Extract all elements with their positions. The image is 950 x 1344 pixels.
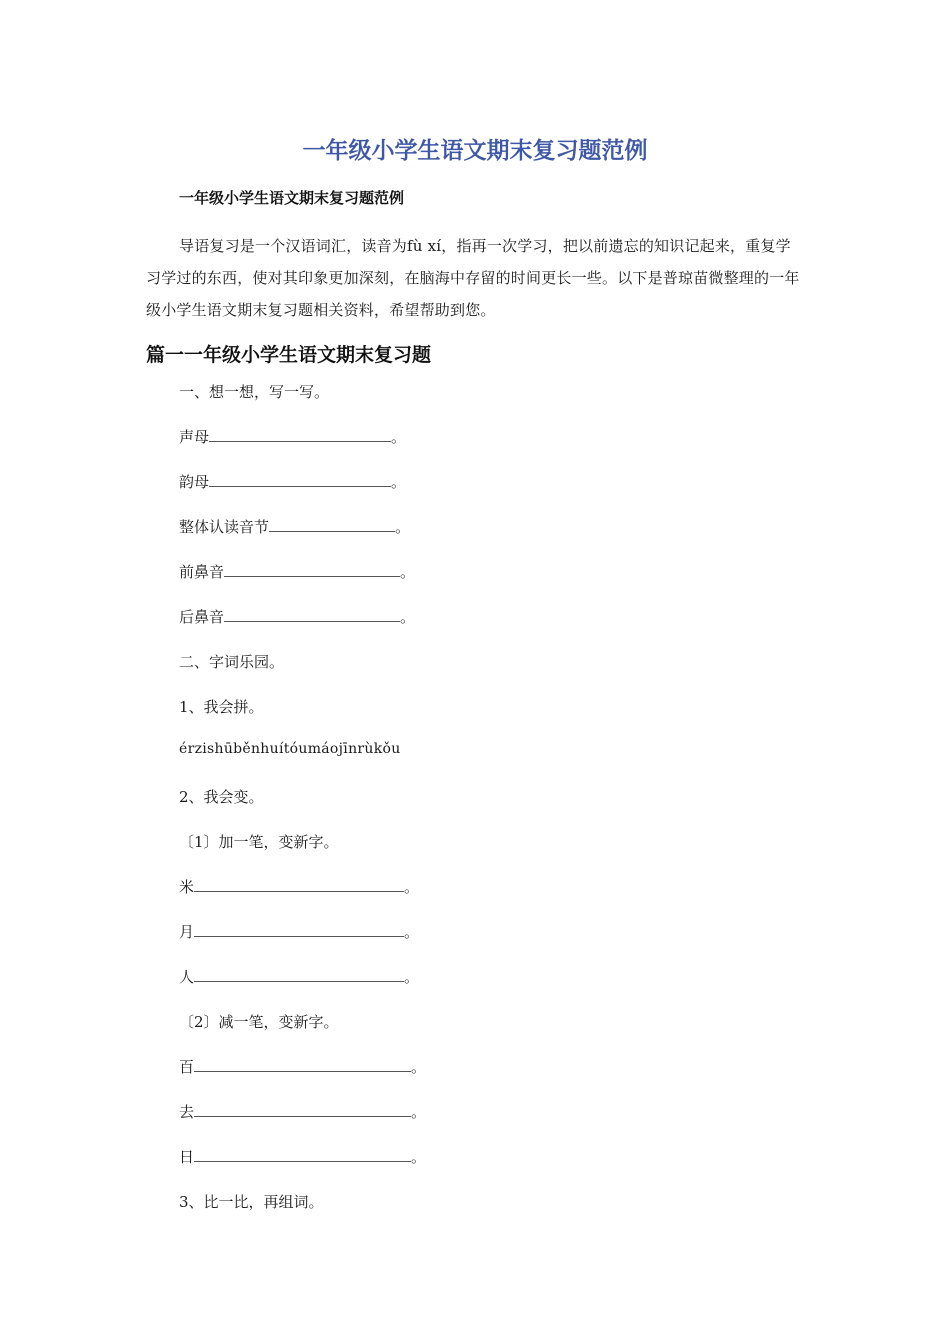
- q2-sub2: 〔2〕减一笔，变新字。: [179, 1013, 339, 1031]
- answer-blank[interactable]: [194, 1102, 411, 1117]
- period: 。: [411, 1103, 427, 1121]
- part2-heading: 二、字词乐园。: [179, 653, 285, 671]
- answer-blank[interactable]: [194, 877, 404, 892]
- q3-heading: 3、比一比，再组词。: [179, 1193, 324, 1211]
- fill-label: 韵母: [179, 473, 210, 491]
- fill-label: 前鼻音: [179, 563, 225, 581]
- period: 。: [404, 968, 420, 986]
- answer-blank[interactable]: [194, 1057, 411, 1072]
- period: 。: [411, 1148, 427, 1166]
- fill-line: [179, 921, 419, 942]
- period: 。: [404, 878, 420, 896]
- fill-line: [179, 1146, 426, 1167]
- fill-label: 月: [179, 923, 195, 941]
- answer-blank[interactable]: [194, 1147, 411, 1162]
- answer-blank[interactable]: [224, 562, 400, 577]
- intro-paragraph: 导语复习是一个汉语词汇，读音为fù xí，指再一次学习，把以前遗忘的知识记起来，重复学习学过的东西，使对其印象更加深刻，在脑海中存留的时间更长一些。以下是普琼苗微整理的一年级小学生语文期末复习题相关资料，希望帮助到您。: [146, 237, 800, 319]
- q2-heading: 2、我会变。: [179, 788, 264, 806]
- fill-label: 米: [179, 878, 195, 896]
- fill-label: 百: [179, 1058, 195, 1076]
- fill-label: 人: [179, 968, 195, 986]
- fill-line: [179, 1056, 426, 1077]
- fill-label: 整体认读音节: [179, 518, 270, 536]
- document-title: 一年级小学生语文期末复习题范例: [302, 138, 648, 164]
- fill-label: 后鼻音: [179, 608, 225, 626]
- q1-pinyin: érzishūběnhuítóumáojīnrùkǒu: [179, 741, 401, 757]
- fill-label: 声母: [179, 428, 210, 446]
- answer-blank[interactable]: [269, 517, 395, 532]
- answer-blank[interactable]: [194, 967, 404, 982]
- answer-blank[interactable]: [209, 472, 391, 487]
- period: 。: [391, 473, 407, 491]
- fill-line: [179, 426, 406, 447]
- q1-heading: 1、我会拼。: [179, 698, 264, 716]
- q2-sub1: 〔1〕加一笔，变新字。: [179, 833, 339, 851]
- answer-blank[interactable]: [209, 427, 391, 442]
- period: 。: [400, 563, 416, 581]
- fill-line: [179, 876, 419, 897]
- fill-line: [179, 471, 406, 492]
- fill-line: [179, 1101, 426, 1122]
- fill-label: 去: [179, 1103, 195, 1121]
- period: 。: [411, 1058, 427, 1076]
- period: 。: [400, 608, 416, 626]
- period: 。: [404, 923, 420, 941]
- fill-line: [179, 516, 410, 537]
- part1-heading: 一、想一想，写一写。: [179, 383, 330, 401]
- period: 。: [395, 518, 411, 536]
- answer-blank[interactable]: [224, 607, 400, 622]
- period: 。: [391, 428, 407, 446]
- fill-line: [179, 561, 415, 582]
- fill-line: [179, 966, 419, 987]
- fill-label: 日: [179, 1148, 195, 1166]
- fill-line: [179, 606, 415, 627]
- answer-blank[interactable]: [194, 922, 404, 937]
- section-heading: 篇一一年级小学生语文期末复习题: [146, 344, 432, 366]
- document-subtitle: 一年级小学生语文期末复习题范例: [179, 189, 405, 207]
